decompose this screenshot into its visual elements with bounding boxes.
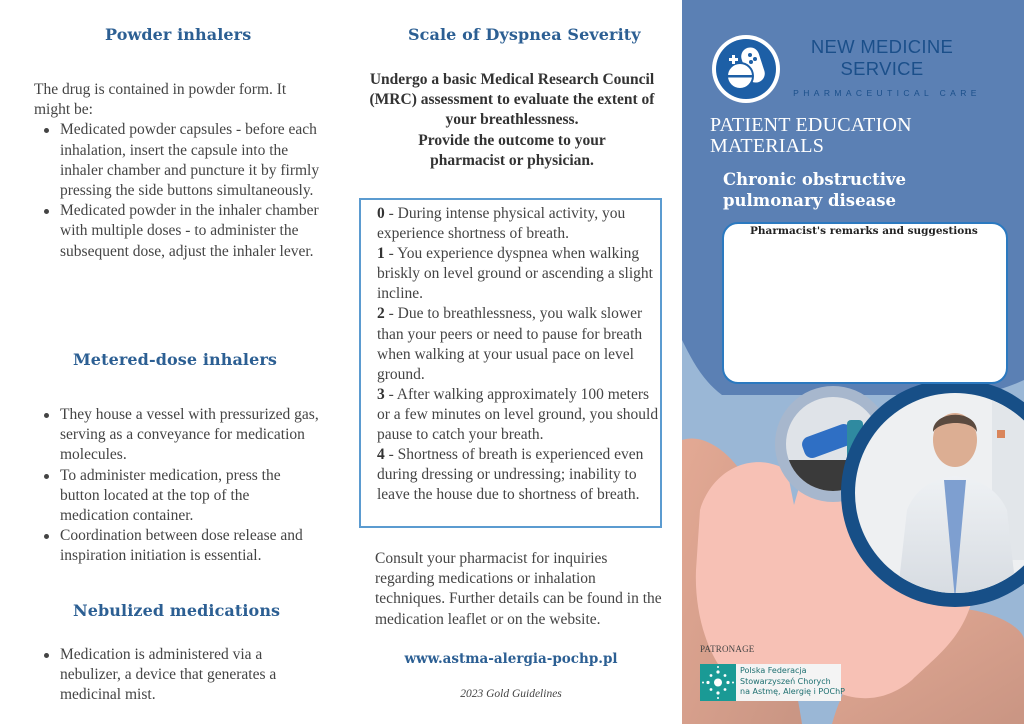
- list-item: Coordination between dose release and inspiration initiation is essential.: [34, 526, 319, 566]
- metered-section: [34, 405, 319, 567]
- scale-level-4: [377, 445, 660, 505]
- metered-dose-heading: Metered-dose inhalers: [73, 350, 278, 369]
- cover-title: PATIENT EDUCATION MATERIALS: [710, 114, 912, 157]
- nebulized-heading: Nebulized medications: [73, 601, 281, 620]
- scale-level-2: [377, 304, 660, 384]
- mrc-intro-line: Undergo a basic Medical Research Council (MRC) assessment to evaluate the extent of your breathlessness.: [369, 71, 655, 129]
- powder-section: [34, 80, 324, 262]
- level-number: 0: [377, 205, 385, 222]
- brand-logo: [712, 35, 780, 103]
- patron-name: [740, 666, 845, 698]
- dyspnea-scale-box: [359, 198, 662, 528]
- patron-line: na Astmę, Alergię i POChP: [740, 687, 845, 696]
- level-number: 4: [377, 446, 385, 464]
- list-item: To administer medication, press the button located at the top of the medication container.: [34, 466, 319, 527]
- website-link[interactable]: www.astma-alergia-pochp.pl: [404, 651, 618, 667]
- scale-level-3: [377, 385, 660, 445]
- level-description: - After walking approximately 100 meters or a few minutes on level ground, you should pause to catch your breath.: [377, 385, 659, 444]
- cover-subtitle: Chronic obstructive pulmonary disease: [723, 170, 907, 210]
- middle-panel: [340, 0, 682, 724]
- level-description: - Shortness of breath is experienced even during dressing or undressing; inability to leave the house due to shortness of breath.: [377, 446, 644, 504]
- list-item: They house a vessel with pressurized gas, serving as a conveyance for medication molecules.: [34, 405, 319, 466]
- patron-line: Stowarzyszeń Chorych: [740, 676, 831, 686]
- level-description: - Due to breathlessness, you walk slower than your peers or need to pause for breath when walking at your usual pace on level ground.: [377, 305, 643, 383]
- pharmacist-remarks-box[interactable]: [722, 222, 1008, 384]
- scale-level-1: [377, 244, 660, 304]
- level-description: - You experience dyspnea when walking briskly on level ground or ascending a slight incline.: [377, 245, 653, 303]
- nebulized-section: [34, 645, 304, 706]
- scale-level-0: [377, 204, 660, 244]
- metered-list: [34, 405, 319, 567]
- dyspnea-scale-heading: Scale of Dyspnea Severity: [408, 25, 641, 44]
- brand-tagline: PHARMACEUTICAL CARE: [793, 88, 981, 98]
- remarks-title: Pharmacist's remarks and suggestions: [750, 225, 978, 237]
- pills-icon: [716, 39, 776, 99]
- federation-emblem-icon: [700, 664, 736, 701]
- powder-list: [34, 120, 324, 261]
- list-item: Medicated powder capsules - before each inhalation, insert the capsule into the inhaler chamber and puncture it by firmly pressing the side buttons simultaneously.: [34, 120, 324, 201]
- level-description: - During intense physical activity, you experience shortness of breath.: [377, 205, 626, 243]
- level-number: 1: [377, 245, 385, 263]
- consult-text: Consult your pharmacist for inquiries regarding medications or inhalation techniques. Further details can be found in the medication leaflet or on the website.: [375, 550, 662, 628]
- level-number: 3: [377, 385, 385, 403]
- cover-panel: [682, 0, 1024, 724]
- patronage-label: PATRONAGE: [700, 644, 755, 654]
- nebulized-list: [34, 645, 304, 706]
- mrc-intro: [362, 70, 662, 171]
- powder-inhalers-heading: Powder inhalers: [105, 25, 252, 44]
- brand-name: NEW MEDICINE SERVICE: [810, 36, 954, 79]
- guidelines-note: 2023 Gold Guidelines: [460, 688, 562, 700]
- list-item: Medication is administered via a nebulizer, a device that generates a medicinal mist.: [34, 645, 304, 706]
- patron-logo: [700, 664, 845, 701]
- level-number: 2: [377, 305, 385, 323]
- mrc-intro-line: Provide the outcome to your pharmacist or physician.: [418, 131, 606, 169]
- powder-intro: The drug is contained in powder form. It might be:: [34, 81, 287, 119]
- patron-line: Polska Federacja: [740, 666, 807, 675]
- list-item: Medicated powder in the inhaler chamber with multiple doses - to administer the subsequent dose, adjust the inhaler lever.: [34, 201, 324, 262]
- left-panel: [0, 0, 340, 724]
